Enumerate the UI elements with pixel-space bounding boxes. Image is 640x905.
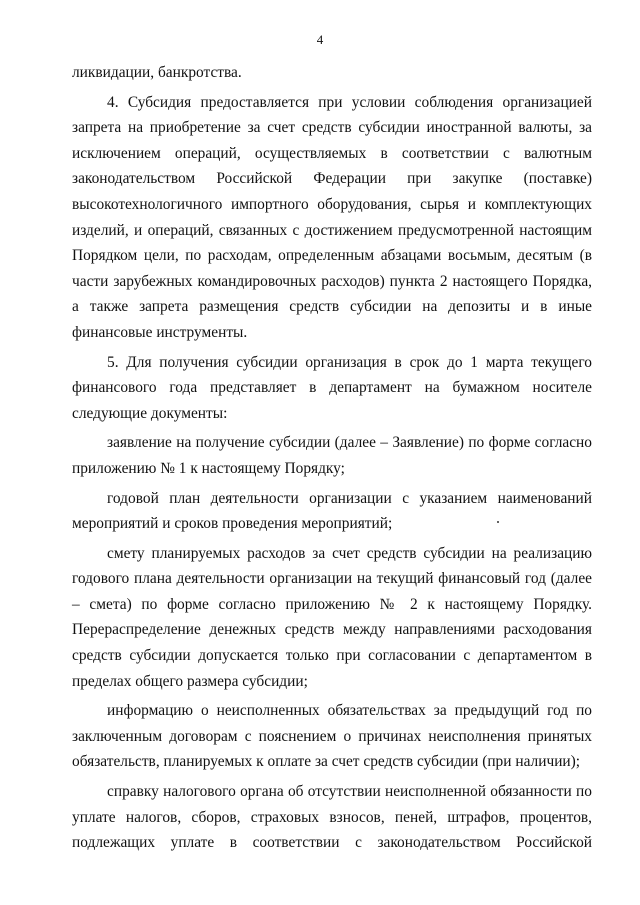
paragraph-annual-plan: годовой план деятельности организации с указанием наименований мероприятий и сроков проведения мероприятий; xyxy=(72,489,592,533)
paragraph-clause-5: 5. Для получения субсидии организация в срок до 1 марта текущего финансового года представляет в департамент на бумажном носителе следующие документы: xyxy=(72,353,592,422)
paragraph-application: заявление на получение субсидии (далее – Заявление) по форме согласно приложению № 1 к настоящему Порядку; xyxy=(72,434,592,477)
document-body xyxy=(72,60,592,860)
page-number: 4 xyxy=(316,32,324,47)
paragraph-budget-estimate: смету планируемых расходов за счет средств субсидии на реализацию годового плана деятельности организации на текущий финансовый год (далее – смета) по форме согласно приложению № 2 к настоящему Порядку. Перераспределение денежных средств между направлениями расходования средств субсидии допускается только при согласовании с департаментом в пределах общего размера субсидии; xyxy=(72,544,592,690)
paragraph-continuation: ликвидации, банкротства. xyxy=(72,64,242,81)
scan-speck xyxy=(497,521,499,523)
paragraph-clause-4: 4. Субсидия предоставляется при условии соблюдения организацией запрета на приобретение за счет средств субсидии иностранной валюты, за исключением операций, осуществляемых в соответствии с валютным законодательством Российской Федерации при закупке (поставке) высокотехнологичного импортного оборудования, сырья и комплектующих изделий, и операций, связанных с достижением предусмотренной настоящим Порядком цели, по расходам, определенным абзацами восьмым, десятым (в части зарубежных командировочных расходов) пункта 2 настоящего Порядка, а также запрета размещения средств субсидии на депозиты и в иные финансовые инструменты. xyxy=(72,93,592,341)
paragraph-tax-certificate: справку налогового органа об отсутствии неисполненной обязанности по уплате налогов, сборов, страховых взносов, пеней, штрафов, процентов, подлежащих уплате в соответствии с законодательством Российской xyxy=(72,783,592,852)
paragraph-unfulfilled-obligations: информацию о неисполненных обязательствах за предыдущий год по заключенным договорам с пояснением о причинах неисполнения принятых обязательств, планируемых к оплате за счет средств субсидии (при наличии); xyxy=(72,702,592,771)
